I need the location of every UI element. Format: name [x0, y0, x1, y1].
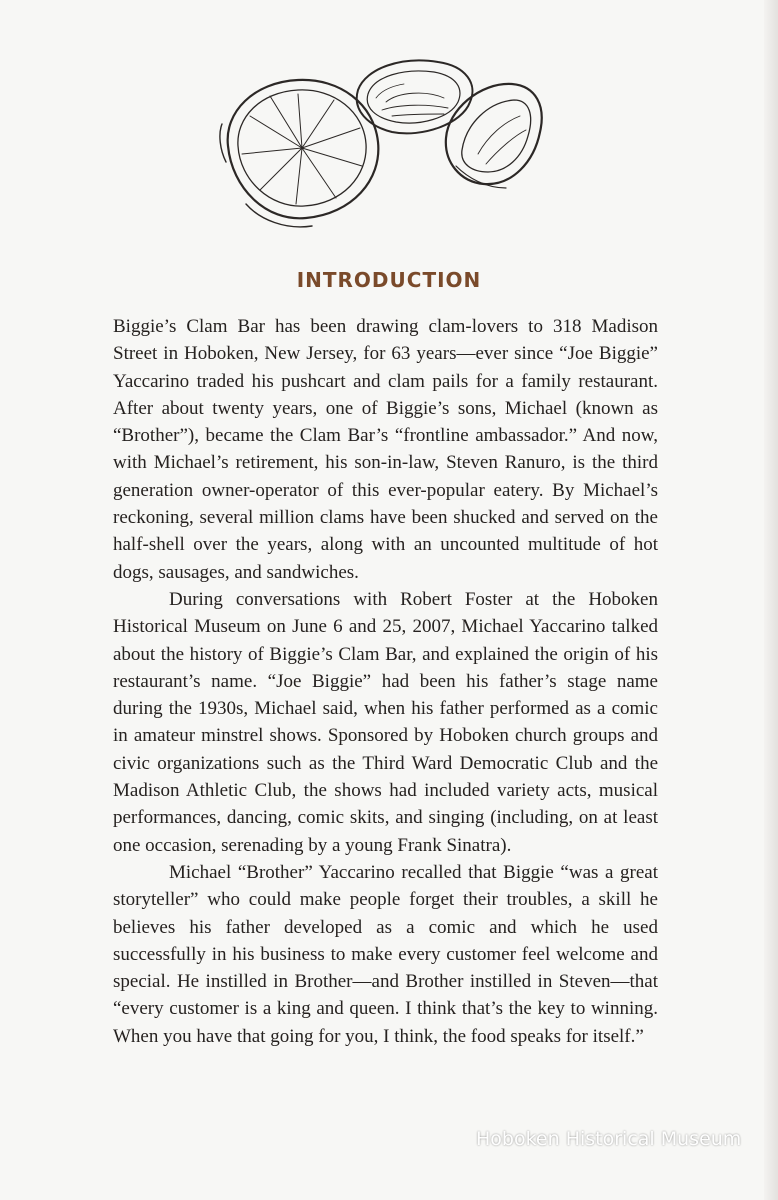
- page-title: INTRODUCTION: [296, 268, 482, 292]
- body-text: [113, 313, 658, 1050]
- lemon-half-icon: [220, 80, 378, 227]
- closed-clam-icon: [446, 84, 542, 188]
- paragraph: Biggie’s Clam Bar has been drawing clam-lovers to 318 Madison Street in Hoboken, New Jersey, for 63 years—ever since “Joe Biggie” Yaccarino traded his pushcart and clam pails for a family restaurant. After about twenty years, one of Biggie’s sons, Michael (known as “Brother”), became the Clam Bar’s “frontline ambassador.” And now, with Michael’s retirement, his son-in-law, Steven Ranuro, is the third generation owner-operator of this ever-popular eatery. By Michael’s reckoning, several million clams have been shucked and served on the half-shell over the years, along with an uncounted multitude of hot dogs, sausages, and sandwiches.: [113, 316, 658, 583]
- paragraph: During conversations with Robert Foster at the Hoboken Historical Museum on June 6 and 25, 2007, Michael Yaccarino talked about the history of Biggie’s Clam Bar, and explained the origin of his restaurant’s name. “Joe Biggie” had been his father’s stage name during the 1930s, Michael said, when his father performed as a comic in amateur minstrel shows. Sponsored by Hoboken church groups and civic organizations such as the Third Ward Democratic Club and the Madison Athletic Club, the shows had included variety acts, musical performances, dancing, comic skits, and singing (including, on at least one occasion, serenading by a young Frank Sinatra).: [113, 588, 658, 856]
- watermark: Hoboken Historical Museum: [476, 1128, 742, 1150]
- paragraph: Michael “Brother” Yaccarino recalled that Biggie “was a great storyteller” who could make people forget their troubles, a skill he believes his father developed as a comic and which he used successfully in his business to make every customer feel welcome and special. He instilled in Brother—and Brother instilled in Steven—that “every customer is a king and queen. I think that’s the key to winning. When you have that going for you, I think, the food speaks for itself.”: [113, 861, 658, 1047]
- page-edge-shadow: [764, 0, 778, 1200]
- lemon-and-clams-illustration-icon: [216, 54, 552, 234]
